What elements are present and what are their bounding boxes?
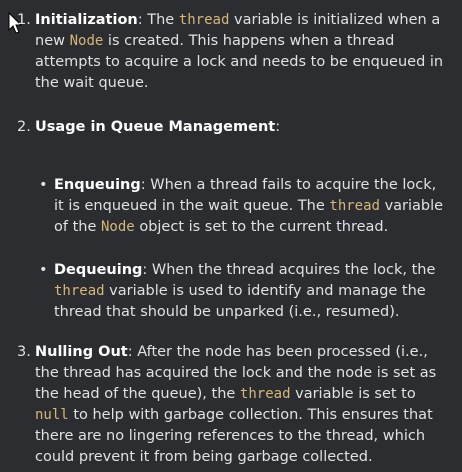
item-title: Usage in Queue Management (35, 119, 276, 135)
bullet-text: : When the thread acquires the lock, the (142, 262, 436, 278)
list-item-initialization (35, 10, 445, 94)
bullet-title: Dequeuing (54, 262, 143, 278)
inline-code: thread (54, 283, 105, 299)
item-text: to help with garbage collection. This ensures that there are no lingering references to the thread, which could prevent it from being garbage collected. (35, 407, 433, 465)
item-text: variable is initialized when a new (35, 12, 441, 49)
bullet-title: Enqueuing (54, 177, 141, 193)
list-number: 2. (17, 119, 31, 135)
list-number: 1. (17, 12, 31, 28)
bullet-text: : When a thread fails to acquire the lock, it is enqueued in the wait queue. The (54, 177, 437, 214)
bullet-item-dequeuing (54, 260, 446, 323)
item-text: is created. This happens when a thread attempts to acquire a lock and needs to be enqueued in the wait queue. (35, 33, 444, 91)
inline-code: thread (239, 386, 291, 402)
item-title: Nulling Out (35, 344, 128, 360)
inline-code: null (35, 407, 69, 423)
bullet-text: variable of the (54, 198, 444, 235)
list-number: 3. (17, 344, 31, 360)
bullet-item-enqueuing (54, 175, 446, 238)
item-title: Initialization (35, 12, 138, 28)
list-item-nulling-out (35, 342, 445, 468)
item-text: : (275, 119, 281, 135)
inline-code: Node (69, 33, 104, 49)
bullet-text: variable is used to identify and manage the thread that should be unparked (i.e., resumed). (54, 283, 426, 320)
item-text: : After the node has been processed (i.e., the thread has acquired the lock and the node is set as the head of the queue), the (35, 344, 437, 402)
list-item-queue-management (35, 117, 445, 138)
item-text: variable is set to (290, 386, 416, 402)
bullet-text: object is set to the current thread. (134, 219, 389, 235)
inline-code: thread (178, 12, 230, 28)
bullet-icon: • (39, 177, 48, 193)
item-text: : The (137, 12, 179, 28)
inline-code: thread (329, 198, 380, 214)
inline-code: Node (101, 219, 135, 235)
bullet-icon: • (39, 262, 48, 278)
